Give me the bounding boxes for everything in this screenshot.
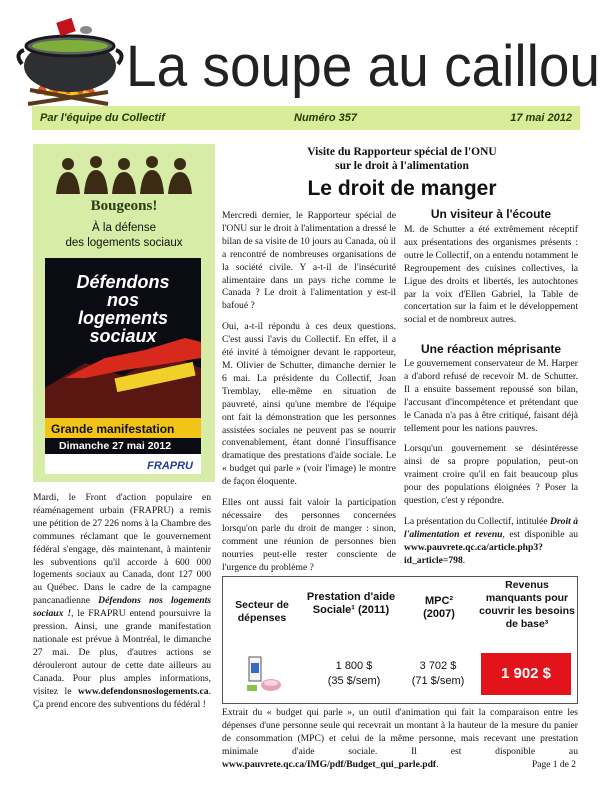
sidebar-subheading-1: À la défense (92, 222, 156, 234)
sidebar-body-p1: Mardi, le Front d'action populaire en réaménagement urbain (FRAPRU) a remis une pétition de 27 226 noms à la Chambre des communes réclamant que le gouvernement fédéral s'engage, dès maintenant, à maintenir les subventions qu'il accorde à 600 000 logements sociaux au Canada, dont 127 000 au Québec. Dans le cadre de la campagne pancanadienne (33, 492, 211, 607)
sidebar-subheading-2: des logements sociaux (65, 237, 183, 249)
article-right-p2: Le gouvernement conservateur de M. Harper a d'abord refusé de recevoir M. de Schutter. Il a ensuite bassement repoussé son bilan, l'accusant d'incompétence et prétendant que le Canada n'a pas à être critiqué, faisant déjà tellement pour les nations pauvres. (404, 358, 578, 434)
table-mpc-weekly: (71 $/sem) (411, 675, 465, 687)
article-right-p4-b: , est disponible au (502, 528, 579, 540)
masthead-title (126, 20, 606, 100)
sidebar-body-p2: , le FRAPRU entend poursuivre la pression. Ainsi, une grande manifestation nationale est prévue à Montréal, le dimanche 27 mai. De plus, d'autres actions se dérouleront autour de cette date ailleurs au Canada. Pour plus amples informations, visitez le (33, 608, 212, 697)
article-left-p2: Oui, a-t-il répondu à ces deux questions. C'est aussi l'avis du Collectif. En effet, il a été invité à témoigner devant le rapporteur, M. Olivier de Schutter, dimanche dernier le 6 mai. La présidente du Collectif, Joan Tremblay, elle-même en situation de pauvreté, ainsi qu'une membre de l'équipe ont fait la démonstration que les personnes assistées sociales ne peuvent pas se nourrir convenablement, étant donné l'insuffisance dramatique des prestations d'aide sociale. Le « budget qui parle » (voir l'image) le montre de façon éloquente. (222, 321, 396, 488)
table-caption (222, 707, 578, 772)
sidebar-body-p3: . Ça prend encore des subventions du fédéral ! (33, 685, 211, 710)
byline: Par l'équipe du Collectif (40, 112, 165, 124)
page-number: Page 1 de 2 (531, 760, 576, 770)
sidebar-body-campaign: Défendons nos logements sociaux ! (33, 595, 211, 620)
poster-line-2: nos (106, 290, 140, 310)
article-kicker-1: Visite du Rapporteur spécial de l'ONU (307, 146, 497, 158)
article-right-p4-title: Droit à l'alimentation et revenu (404, 515, 579, 540)
issue-number: Numéro 357 (294, 112, 357, 124)
missing-income-cell (481, 653, 571, 695)
article-right-heading-1: Un visiteur à l'écoute (430, 207, 552, 221)
article-right-p3: Lorsqu'un gouvernement se désintéresse ainsi de sa propre population, peut-on vraiment croire qu'il en fait beaucoup plus pour des populations éloignées ? Poser la question, c'est y répondre. (404, 443, 578, 507)
soup-pot-logo (8, 6, 128, 110)
table-header-mpc: MPC² (2007) (423, 595, 455, 620)
sidebar-body-link[interactable]: www.defendonsnoslogements.ca (78, 685, 209, 697)
table-header-social-aid: Prestation d'aide Sociale¹ (2011) (306, 591, 396, 616)
poster-logo: FRAPRU (147, 460, 193, 472)
poster-line-4: sociaux (89, 326, 157, 346)
poster-date: Dimanche 27 mai 2012 (59, 440, 172, 452)
table-missing-income-value: 1 902 $ (500, 665, 552, 682)
groceries-icon (245, 651, 285, 695)
poster-banner: Grande manifestation (51, 422, 175, 436)
poster-line-3: logements (77, 308, 169, 328)
sidebar-body (33, 492, 211, 711)
article-headline: Le droit de manger (307, 177, 497, 200)
article-right-heading-2: Une réaction méprisante (420, 342, 562, 356)
table-mpc-value: 3 702 $ (419, 660, 457, 672)
table-social-aid-value: 1 800 $ (335, 660, 373, 672)
manifestation-poster (45, 258, 201, 474)
table-header-missing-income: Revenus manquants pour couvrir les besoins de base³ (479, 579, 575, 630)
budget-table (222, 576, 578, 704)
article-left-p1: Mercredi dernier, le Rapporteur spécial de l'ONU sur le droit à l'alimentation a dressé le bilan de sa visite de 10 jours au Canada, où il a rencontré de nombreuses organisations de la société civile. Y a-t-il de l'insécurité alimentaire dans un pays riche comme le Canada ? Le droit à l'alimentation y est-il bafoué ? (222, 210, 396, 312)
table-social-aid-weekly: (35 $/sem) (327, 675, 381, 687)
table-header-sector: Secteur de dépenses (235, 599, 289, 624)
issue-date: 17 mai 2012 (510, 112, 572, 124)
masthead-strip (32, 106, 580, 130)
article-right-p4-link[interactable]: www.pauvrete.qc.ca/article.php3?id_article=798 (404, 541, 543, 566)
article-right-p4-c: . (462, 554, 466, 566)
table-caption-link[interactable]: www.pauvrete.qc.ca/IMG/pdf/Budget_qui_parle.pdf (222, 758, 437, 770)
people-silhouettes-icon (54, 154, 194, 196)
sidebar-heading: Bougeons! (90, 198, 158, 214)
article-left-column (222, 210, 396, 574)
article-right-p1: M. de Schutter a été extrêmement réceptif aux présentations des organismes présents : outre le Collectif, on a entendu notamment le Regroupement des cuisines collectives, la Ligue des droits et libertés, les autochtones par la voix d'Ellen Gabriel, la Table de concertation sur la faim et le développement social et de nombreux autres. (404, 224, 578, 326)
table-caption-text: Extrait du « budget qui parle », un outil d'animation qui fait la comparaison entre les dépenses d'une personne seule qui recevrait un montant à la hauteur de la mesure du panier de consommation (MPC) et celui de la même personne, mais recevant une prestation minimale d'aide sociale. Il est disponible au (222, 707, 578, 757)
article-left-p3: Elles ont aussi fait valoir la participation nécessaire des personnes concernées lorsqu'on parle du droit de manger : sinon, comment une réunion de personnes bien nourries peut-elle rester consciente de l'urgence du problème ? (222, 497, 396, 573)
poster-line-1: Défendons (76, 272, 170, 292)
table-caption-end: . (436, 758, 439, 770)
poster-art (45, 258, 201, 474)
masthead-title-text: La soupe au caillou (126, 34, 600, 99)
article-kicker-2: sur le droit à l'alimentation (335, 160, 469, 172)
article-right-p4 (404, 516, 578, 568)
article-right-p4-a: La présentation du Collectif, intitulée (404, 515, 548, 527)
article-right-column-lower (404, 358, 578, 568)
